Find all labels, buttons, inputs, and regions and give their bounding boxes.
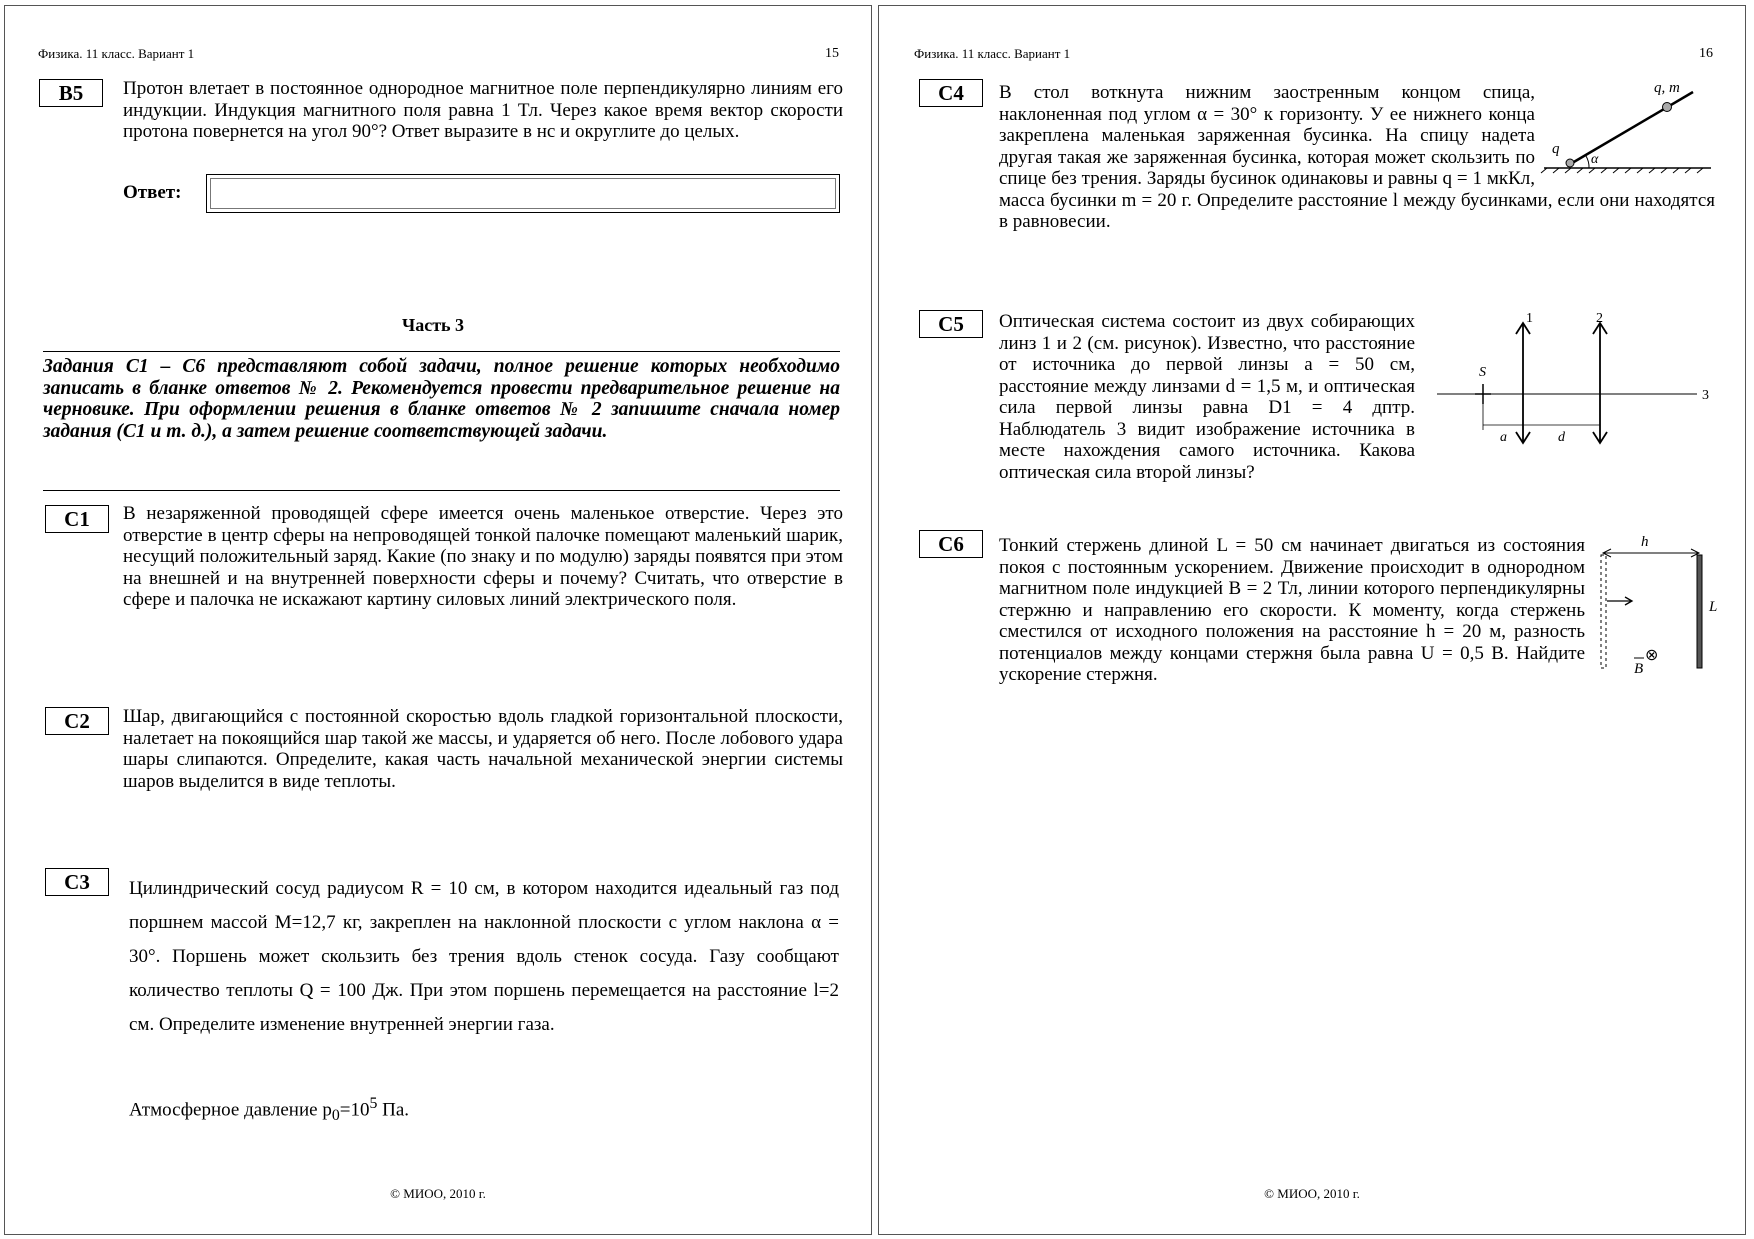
part-title: Часть 3 bbox=[402, 315, 465, 335]
divider bbox=[43, 490, 840, 491]
right-page bbox=[878, 5, 1746, 1235]
page-header: Физика. 11 класс. Вариант 1 bbox=[38, 46, 195, 61]
part-instructions: Задания С1 – С6 представляют собой задачи, полное решение которых необходимо записать в бланке ответов № 2. Рекомендуется провести предварительное решение на черновике. При оформлении решения в бланке ответов № 2 запишите сначала номер задания (С1 и т. д.), а затем решение соответствующей задачи. bbox=[43, 356, 840, 442]
pressure-text: Атмосферное давление p bbox=[129, 1099, 332, 1121]
divider bbox=[43, 351, 840, 352]
field-into-page-icon: ⊗ bbox=[1645, 647, 1659, 664]
angle-arc bbox=[1586, 156, 1589, 168]
task-text-c1: В незаряженной проводящей сфере имеется очень маленькое отверстие. Через это отверстие в центр сферы на непроводящей тонкой палочке помещают маленький шарик, несущий положительный заряд. Какие (по знаку и по модулю) заряды появятся при этом на внешней и на внутренней поверхности сферы и почему? Считать, что отверстие в сфере и палочка не искажают картину силовых линий электрического поля. bbox=[123, 503, 843, 610]
pressure-unit: Па. bbox=[377, 1099, 410, 1121]
task-text-c5-body: Оптическая система состоит из двух собирающих линз 1 и 2 (см. рисунок). Известно, что расстояние от источника до первой линзы a = 50 см, расстояние между линзами d = 1,5 м, и оптическая сила первой линзы равна D1 = 4 дптр. Наблюдатель 3 видит изображение источника в месте нахождения самого источника. Какова оптическая сила второй линзы? bbox=[999, 311, 1415, 483]
task-tag-c6: С6 bbox=[919, 530, 983, 558]
lens-1-label: 1 bbox=[1526, 311, 1533, 326]
page-footer: © МИОО, 2010 г. bbox=[390, 1186, 486, 1201]
left-page bbox=[4, 5, 872, 1235]
page-header: Физика. 11 класс. Вариант 1 bbox=[914, 46, 1071, 61]
task-tag-c2: С2 bbox=[45, 707, 109, 735]
task-tag-b5: В5 bbox=[39, 79, 103, 107]
rod-final bbox=[1697, 555, 1702, 668]
page-number: 16 bbox=[1699, 46, 1713, 61]
fixed-bead bbox=[1566, 159, 1574, 167]
sliding-bead bbox=[1663, 103, 1672, 112]
task-text-c6-body: Тонкий стержень длиной L = 50 см начинает двигаться из состояния покоя с постоянным ускорением. Движение происходит в однородном магнитном поле индукцией B = 2 Тл, линии которого перпендикулярны стержню и направлению его скорости. К моменту, когда стержень сместился от исходного положения на расстояние h = 20 м, разность потенциалов между концами стержня была равна U = 0,5 В. Найдите ускорение стержня. bbox=[999, 535, 1585, 685]
pressure-value: =10 bbox=[339, 1099, 370, 1121]
task-text-c3: Цилиндрический сосуд радиусом R = 10 см, в котором находится идеальный газ под поршнем массой M=12,7 кг, закреплен на наклонной плоскости с углом наклона α = 30°. Поршень может скользить без трения вдоль стенок сосуда. Газу сообщают количество теплоты Q = 100 Дж. При этом поршень перемещается на расстояние l=2 см. Определите изменение внутренней энергии газа. bbox=[129, 878, 839, 1035]
answer-input[interactable] bbox=[206, 174, 840, 213]
pressure-exponent: 5 bbox=[369, 1095, 378, 1112]
label-q: q bbox=[1552, 141, 1560, 157]
c6-figure bbox=[1591, 531, 1726, 681]
label-L: L bbox=[1709, 599, 1718, 615]
label-h: h bbox=[1641, 534, 1649, 550]
task-tag-c3: С3 bbox=[45, 868, 109, 896]
label-alpha: α bbox=[1591, 152, 1599, 167]
answer-label: Ответ: bbox=[123, 182, 182, 203]
pressure-subscript: 0 bbox=[331, 1107, 340, 1125]
task-text-c3-pressure bbox=[129, 1093, 839, 1127]
task-tag-c4: С4 bbox=[919, 79, 983, 107]
label-B: B bbox=[1634, 661, 1644, 677]
distance-d-label: d bbox=[1558, 430, 1565, 445]
label-qm: q, m bbox=[1654, 80, 1680, 96]
c4-figure bbox=[1539, 78, 1719, 173]
c5-figure bbox=[1437, 310, 1727, 445]
page-footer: © МИОО, 2010 г. bbox=[1264, 1186, 1360, 1201]
task-tag-c1: С1 bbox=[45, 505, 109, 533]
lens-2-label: 2 bbox=[1596, 311, 1603, 326]
task-text-c4-body: В стол воткнута нижним заостренным концом спица, наклоненная под углом α = 30° к горизонту. У ее нижнего конца закреплена маленькая заряженная бусинка. На спицу надета другая такая же заряженная бусинка, которая может скользить по спице без трения. Заряды бусинок одинаковы и равны q = 1 мкКл, масса бусинки m = 20 г. Определите расстояние l между бусинками, если они находятся в равновесии. bbox=[999, 82, 1715, 232]
page-number: 15 bbox=[825, 46, 839, 61]
task-text-b5: Протон влетает в постоянное однородное магнитное поле перпендикулярно линиям его индукции. Индукция магнитного поля равна 1 Тл. Через какое время вектор скорости протона повернется на угол 90°? Ответ выразите в нс и округлите до целых. bbox=[123, 78, 843, 142]
rod-initial bbox=[1601, 555, 1606, 668]
distance-a-label: a bbox=[1500, 430, 1507, 445]
task-tag-c5: С5 bbox=[919, 310, 983, 338]
task-text-c2: Шар, двигающийся с постоянной скоростью вдоль гладкой горизонтальной плоскости, налетает на покоящийся шар такой же массы, и ударяется об него. После лобового удара шары слипаются. Определите, какая часть начальной механической энергии системы шаров выделится в виде теплоты. bbox=[123, 706, 843, 792]
needle bbox=[1567, 92, 1693, 166]
source-label: S bbox=[1479, 365, 1486, 380]
observer-label: 3 bbox=[1702, 388, 1709, 403]
